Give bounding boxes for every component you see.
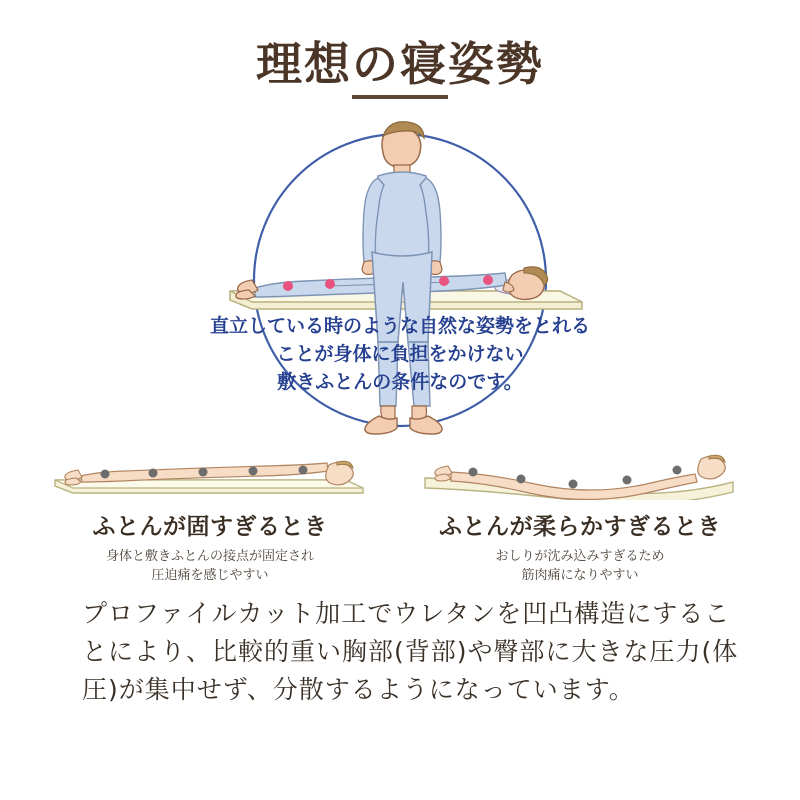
panel-soft-futon-subtext — [400, 547, 760, 585]
soft-futon-illustration — [400, 432, 760, 500]
panel-soft-futon-title: ふとんが柔らかすぎるとき — [439, 514, 721, 540]
panel-soft-futon-subline-2: 筋肉痛になりやすい — [521, 568, 639, 583]
hard-futon-illustration — [30, 432, 390, 500]
panel-soft-futon — [400, 432, 760, 585]
title-underline-divider — [352, 95, 448, 99]
comparison-panels — [0, 432, 800, 582]
panel-soft-futon-subline-1: おしりが沈み込みすぎるため — [495, 549, 665, 564]
hero-caption — [0, 312, 800, 396]
panel-hard-futon-title: ふとんが固すぎるとき — [92, 514, 328, 540]
panel-hard-futon — [30, 432, 390, 585]
hero-caption-line-1: 直立している時のような自然な姿勢をとれる — [209, 315, 590, 337]
panel-hard-futon-subline-1: 身体と敷きふとんの接点が固定され — [105, 549, 314, 564]
hero-caption-line-2: ことが身体に負担をかけない — [276, 343, 524, 365]
panel-hard-futon-subline-2: 圧迫痛を感じやすい — [151, 568, 269, 583]
hero-caption-line-3: 敷きふとんの条件なのです。 — [277, 371, 523, 393]
hero-illustration — [0, 110, 800, 450]
page-title: 理想の寝姿勢 — [256, 37, 544, 91]
panel-hard-futon-subtext — [30, 547, 390, 585]
body-paragraph: プロファイルカット加工でウレタンを凹凸構造にすることにより、比較的重い胸部(背部)や臀部に大きな圧力(体圧)が集中せず、分散するようになっています。 — [82, 599, 739, 704]
